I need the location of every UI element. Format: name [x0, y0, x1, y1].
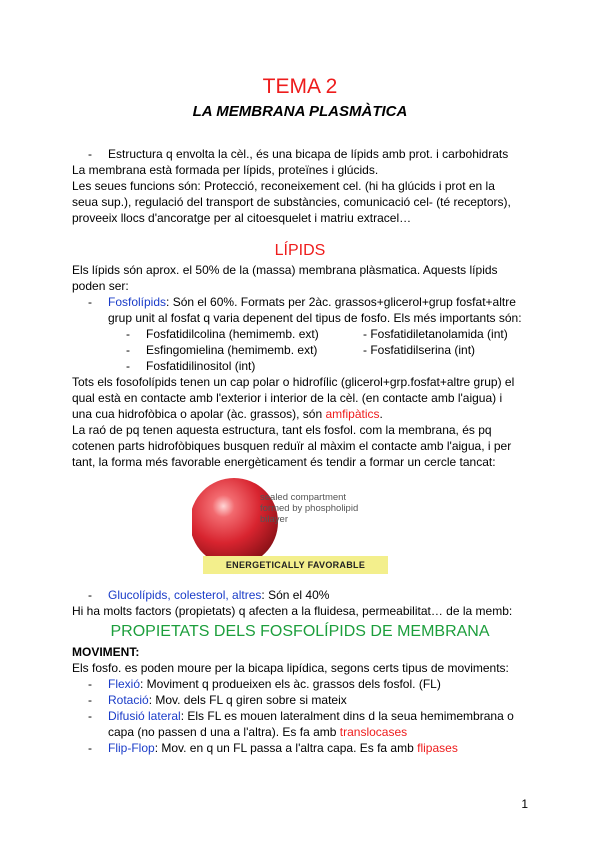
flexio-label: Flexió	[108, 677, 141, 691]
intro-line: proveeix llocs d'ancoratge per al citoesquelet i matriu extracel…	[72, 211, 412, 225]
lipids-line: poden ser:	[72, 279, 129, 293]
fosfolipids-line: grup unit al fosfat q varia depenent del tipus de fosfo. Els més importants són:	[108, 311, 522, 325]
dash-marker: -	[88, 295, 92, 309]
type-text: Fosfatidilinositol (int)	[146, 359, 256, 373]
paragraph-line: Els fosfo. es poden moure per la bicapa lipídica, segons certs tipus de moviments:	[72, 661, 509, 675]
dash-marker: -	[88, 147, 92, 161]
paragraph-line: qual està en contacte amb l'exterior i interior de la cèl. (en contacte amb l'aigua) i	[72, 391, 503, 405]
energetically-favorable-label: ENERGETICALLY FAVORABLE	[203, 556, 388, 574]
glucolipids-label: Glucolípids, colesterol, altres	[108, 588, 262, 602]
dash-marker: -	[88, 677, 92, 691]
figure-caption	[260, 492, 358, 525]
movement-item-difusio	[88, 709, 514, 724]
dash-marker: -	[88, 588, 92, 602]
dash-marker: -	[126, 359, 130, 373]
difusio-text: : Els FL es mouen lateralment dins d la seua hemimembrana o	[180, 709, 514, 723]
dash-marker: -	[126, 343, 130, 357]
page-number: 1	[521, 797, 528, 811]
paragraph-line	[72, 407, 383, 422]
fosfolipids-bullet	[88, 295, 516, 310]
highlight-flipases: flipases	[417, 741, 458, 755]
movement-item-flipflop	[88, 741, 458, 756]
phospholipid-type: - Fosfatidilserina (int)	[363, 343, 476, 357]
phospholipid-type	[126, 327, 319, 342]
type-text: Esfingomielina (hemimemb. ext)	[146, 343, 318, 357]
paragraph-line: Hi ha molts factors (propietats) q afecten a la fluidesa, permeabilitat… de la memb:	[72, 604, 513, 618]
lipids-line: Els lípids són aprox. el 50% de la (massa) membrana plàsmatica. Aquests lípids	[72, 263, 498, 277]
paragraph-text: .	[379, 407, 383, 421]
intro-line: La membrana està formada per lípids, proteïnes i glúcids.	[72, 163, 379, 177]
rotacio-text: : Mov. dels FL q giren sobre si mateix	[148, 693, 347, 707]
intro-line: Les seues funcions són: Protecció, reconeixement cel. (hi ha glúcids i prot en la	[72, 179, 495, 193]
glucolipids-bullet	[88, 588, 329, 603]
page-title: TEMA 2	[262, 75, 338, 98]
paragraph-line: cotenen parts hidrofòbiques busquen reduïr al màxim el contacte amb l'aigua, i per	[72, 439, 512, 453]
movement-item-flexio	[88, 677, 441, 692]
type-text: Fosfatidilcolina (hemimemb. ext)	[146, 327, 319, 341]
dash-marker: -	[88, 709, 92, 723]
figure-caption-line: sealed compartment	[260, 492, 347, 503]
fosfolipids-label: Fosfolípids	[108, 295, 167, 309]
highlight-amfipatics: amfipàtics	[325, 407, 380, 421]
rotacio-label: Rotació	[108, 693, 149, 707]
dash-marker: -	[126, 327, 130, 341]
paragraph-line: La raó de pq tenen aquesta estructura, tant els fosfol. com la membrana, és pq	[72, 423, 492, 437]
phospholipid-type	[126, 359, 255, 374]
section-heading-lipids: LÍPIDS	[274, 242, 326, 259]
glucolipids-text: : Són el 40%	[261, 588, 330, 602]
movement-item-rotacio	[88, 693, 347, 708]
intro-bullet-text: Estructura q envolta la cèl., és una bicapa de lípids amb prot. i carbohidrats	[108, 147, 509, 161]
flipflop-label: Flip-Flop	[108, 741, 155, 755]
paragraph-text: una cua hidrofòbica o apolar (àc. grassos), són	[72, 407, 326, 421]
intro-bullet	[88, 147, 508, 162]
flexio-text: : Moviment q produeixen els àc. grassos dels fosfol. (FL)	[140, 677, 441, 691]
difusio-text: capa (no passen d una a l'altra). Es fa amb	[108, 725, 340, 739]
phospholipid-type: - Fosfatidiletanolamida (int)	[363, 327, 508, 341]
difusio-label: Difusió lateral	[108, 709, 181, 723]
flipflop-text: : Mov. en q un FL passa a l'altra capa. Es fa amb	[154, 741, 418, 755]
page-subtitle: LA MEMBRANA PLASMÀTICA	[192, 103, 408, 120]
paragraph-line: tant, la forma més favorable energèticament és tendir a formar un cercle tancat:	[72, 455, 496, 469]
figure-caption-line: formed by phospholipid	[260, 503, 359, 514]
dash-marker: -	[88, 693, 92, 707]
dash-marker: -	[88, 741, 92, 755]
section-heading-propietats: PROPIETATS DELS FOSFOLÍPIDS DE MEMBRANA	[110, 623, 490, 640]
figure-caption-line: bilayer	[260, 514, 288, 525]
phospholipid-type	[126, 343, 317, 358]
paragraph-line: Tots els fosofolípids tenen un cap polar o hidrofílic (glicerol+grp.fosfat+altre grup) el	[72, 375, 515, 389]
difusio-line	[108, 725, 407, 740]
intro-line: seua sup.), regulació del transport de substàncies, comunicació cel- (té receptors),	[72, 195, 511, 209]
highlight-translocases: translocases	[339, 725, 408, 739]
fosfolipids-text: : Són el 60%. Formats per 2àc. grassos+glicerol+grup fosfat+altre	[166, 295, 516, 309]
moviment-heading: MOVIMENT:	[72, 645, 140, 659]
